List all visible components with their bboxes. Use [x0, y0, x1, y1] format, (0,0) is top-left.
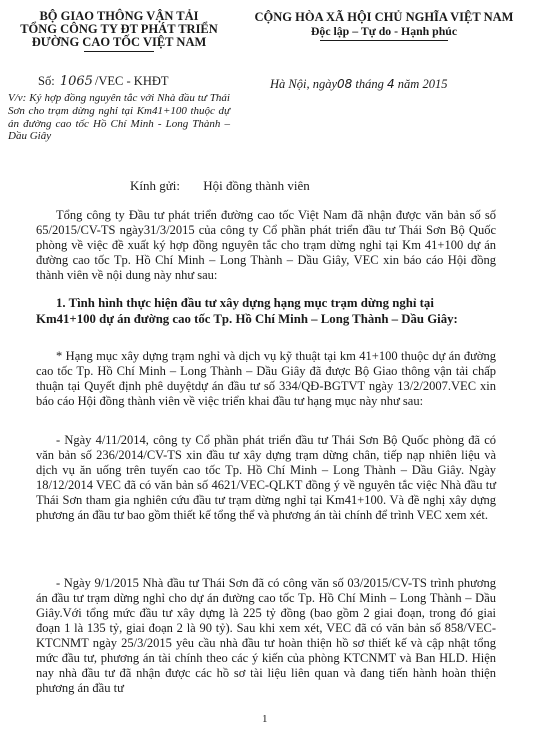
national-motto: Độc lập – Tự do - Hạnh phúc: [310, 24, 458, 38]
document-number-handwritten: 1065: [59, 74, 93, 89]
document-number-prefix: Số:: [38, 74, 55, 88]
date-month: 4: [387, 77, 395, 91]
recipient: [130, 178, 310, 194]
issuer-header: [8, 10, 230, 52]
intro-paragraph: Tổng công ty Đầu tư phát triển đường cao tốc Việt Nam đã nhận được văn bản số số 65/2015/CV-TS ngày31/3/2015 của công ty Cổ phần phát triển đầu tư Thái Sơn Bộ Quốc phòng về việc đề xuất ký hợp đồng nguyên tắc cho trạm dừng nghỉ tại Km 41+100 dự án đường cao tốc Tp. Hồ Chí Minh – Long Thành – Dầu Giây, VEC xin báo cáo Hội đồng thành viên về nội dung này như sau:: [36, 208, 496, 282]
motto-underline: [320, 40, 448, 41]
date-suffix: năm 2015: [397, 77, 448, 91]
corporation-name-line1: TỔNG CÔNG TY ĐT PHÁT TRIỂN: [20, 22, 218, 36]
national-header: [240, 10, 528, 41]
subject-line: V/v: Ký hợp đồng nguyên tắc với Nhà đầu tư Thái Sơn cho trạm dừng nghỉ tại Km41+100 thuộc dự án đường cao tốc Hồ Chí Minh - Long Thành – Dầu Giây: [8, 92, 230, 143]
document-date: [270, 77, 447, 92]
corporation-name-line2: ĐƯỜNG CAO TỐC VIỆT NAM: [31, 35, 207, 49]
section-1-heading-line1: 1. Tình hình thực hiện đầu tư xây dựng hạng mục trạm dừng nghỉ tại: [56, 296, 434, 310]
date-day: 08: [337, 77, 353, 91]
date-prefix: Hà Nội, ngày: [270, 77, 338, 91]
paragraph-ngay-4-11-2014: - Ngày 4/11/2014, công ty Cổ phần phát triển đầu tư Thái Sơn Bộ Quốc phòng đã có văn bản số 236/2014/CV-TS xin đầu tư xây dựng trạm dừng chân, tiếp nạp nhiên liệu và dịch vụ ăn uống trên tuyến cao tốc Tp. Hồ Chí Minh – Long Thành – Dầu Giây. Ngày 18/12/2014 VEC đã có văn bản số 4621/VEC-QLKT đồng ý về nguyên tắc việc Nhà đầu tư Thái Sơn tham gia nghiên cứu đầu tư trạm dừng nghỉ tại Km41+100. Và đề nghị xây dựng phương án đầu tư bao gồm thiết kế tổng thể và phương án tài chính để trình VEC xem xét.: [36, 433, 496, 522]
recipient-name: Hội đồng thành viên: [203, 178, 310, 193]
paragraph-ngay-9-1-2015: - Ngày 9/1/2015 Nhà đầu tư Thái Sơn đã có công văn số 03/2015/CV-TS trình phương án đầu tư trạm dừng nghỉ cho dự án đường cao tốc Tp. Hồ Chí Minh – Long Thành – Dầu Giây.Với tổng mức đầu tư xây dựng là 225 tỷ đồng (bao gồm 2 giai đoạn, trong đó giai đoạn 1 là 135 tỷ, giai đoạn 2 là 90 tỷ). Sau khi xem xét, VEC đã có văn bản số 858/VEC-KTCNMT ngày 25/3/2015 yêu cầu nhà đầu tư hoàn thiện hồ sơ thiết kế và cập nhật tổng mức đầu tư, phương án tài chính theo các ý kiến của phòng KTCNMT và Ban HLD. Hiện nay nhà đầu tư đã nhận được các hồ sơ tài liệu liên quan và đang tiến hành hoàn thiện phương án đầu tư: [36, 576, 496, 695]
ministry-name: BỘ GIAO THÔNG VẬN TẢI: [39, 9, 199, 23]
paragraph-hang-muc: * Hạng mục xây dựng trạm nghỉ và dịch vụ kỹ thuật tại km 41+100 thuộc dự án đường cao tốc Tp. Hồ Chí Minh – Long Thành – Dầu Giây đã được Bộ Giao thông vận tải chấp thuận tại Quyết định phê duyệtdự án đầu tư số 334/QĐ-BGTVT ngày 13/2/2007.VEC xin báo cáo Hội đồng thành viên về việc triển khai đầu tư hạng mục này như sau:: [36, 349, 496, 408]
date-middle: tháng: [355, 77, 384, 91]
section-1-heading-line2: Km41+100 dự án đường cao tốc Tp. Hồ Chí Minh – Long Thành – Dầu Giây:: [36, 311, 458, 326]
section-1-heading: [36, 296, 498, 327]
national-title: CỘNG HÒA XÃ HỘI CHỦ NGHĨA VIỆT NAM: [254, 10, 514, 24]
page-number: 1: [262, 713, 268, 725]
document-number: [38, 74, 169, 89]
document-number-suffix: /VEC - KHĐT: [94, 74, 169, 88]
recipient-label: Kính gửi:: [130, 178, 181, 193]
issuer-underline: [84, 51, 154, 52]
